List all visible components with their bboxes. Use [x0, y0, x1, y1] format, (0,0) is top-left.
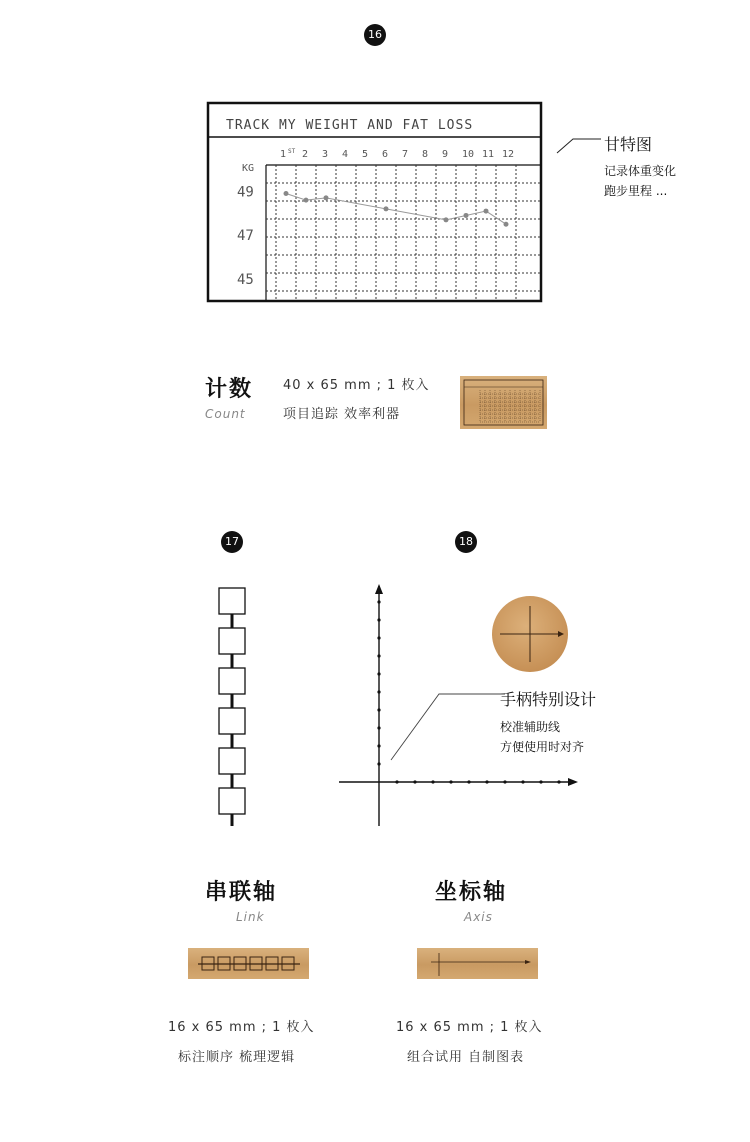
link-title-en: Link: [236, 910, 265, 924]
axis-dot: [485, 780, 488, 783]
gantt-leader-line: [555, 135, 605, 160]
gantt-note-line1: 记录体重变化: [604, 164, 677, 178]
gantt-note-line2: 跑步里程 ...: [604, 184, 668, 198]
chain-box: [219, 788, 245, 814]
axis-dot: [377, 690, 380, 693]
badge-16: 16: [364, 24, 386, 46]
axis-dot: [467, 780, 470, 783]
chain-box: [219, 708, 245, 734]
axis-spec: 16 x 65 mm ; 1 枚入: [396, 1020, 543, 1035]
axis-dot: [377, 636, 380, 639]
axis-dot: [395, 780, 398, 783]
link-stamp-photo: [188, 948, 309, 979]
data-point: [444, 217, 449, 222]
y-axis-label: KG: [242, 163, 255, 174]
chain-box: [219, 748, 245, 774]
handle-note-title: 手柄特别设计: [500, 690, 597, 709]
axis-dot: [413, 780, 416, 783]
handle-leader-line: [391, 694, 505, 760]
link-desc: 标注顺序 梳理逻辑: [178, 1050, 296, 1065]
chain-box: [219, 628, 245, 654]
data-point: [324, 195, 329, 200]
axis-dot: [557, 780, 560, 783]
data-point: [504, 222, 509, 227]
x-tick-label: 5: [362, 149, 369, 160]
y-tick-label: 47: [237, 228, 254, 245]
x-tick-label: 2: [302, 149, 309, 160]
axis-dot: [377, 618, 380, 621]
data-point: [484, 209, 489, 214]
axis-dot: [449, 780, 452, 783]
axis-dot: [539, 780, 542, 783]
data-point: [464, 213, 469, 218]
axis-dot: [521, 780, 524, 783]
handle-circle-photo: [492, 596, 568, 672]
y-tick-labels: [237, 184, 254, 288]
x-tick-label: 11: [482, 149, 495, 160]
x-tick-label: 8: [422, 149, 429, 160]
count-spec: 40 x 65 mm ; 1 枚入: [283, 378, 430, 393]
axis-dot: [377, 654, 380, 657]
axis-dot: [377, 708, 380, 711]
badge-18: 18: [455, 531, 477, 553]
axis-dot: [377, 600, 380, 603]
axis-dot: [377, 762, 380, 765]
weight-chart: [200, 95, 550, 310]
x-tick-label: 6: [382, 149, 389, 160]
axis-title: 坐标轴: [435, 880, 508, 905]
chain-box: [219, 668, 245, 694]
x-tick-label: 9: [442, 149, 449, 160]
count-title: 计数: [205, 377, 254, 402]
link-title: 串联轴: [205, 880, 278, 905]
count-desc: 项目追踪 效率利器: [283, 407, 401, 422]
y-tick-label: 45: [237, 272, 254, 289]
x-tick-suffix: ST: [288, 148, 296, 155]
axis-title-en: Axis: [464, 910, 493, 924]
x-tick-label: 3: [322, 149, 329, 160]
data-point: [284, 191, 289, 196]
x-tick-label: 12: [502, 149, 515, 160]
axis-dot: [431, 780, 434, 783]
axis-dot: [377, 726, 380, 729]
x-tick-label: 1: [280, 149, 287, 160]
handle-note-line2: 方便使用时对齐: [500, 740, 585, 754]
link-chain-illustration: [212, 582, 252, 828]
chain-box: [219, 588, 245, 614]
axis-dot: [377, 672, 380, 675]
axis-desc: 组合试用 自制图表: [407, 1050, 525, 1065]
badge-17: 17: [221, 531, 243, 553]
link-spec: 16 x 65 mm ; 1 枚入: [168, 1020, 315, 1035]
gantt-note-title: 甘特图: [604, 135, 653, 154]
data-point: [384, 206, 389, 211]
data-point: [304, 198, 309, 203]
x-tick-label: 7: [402, 149, 409, 160]
handle-note-line1: 校准辅助线: [500, 720, 561, 734]
count-title-en: Count: [205, 407, 246, 421]
count-stamp-photo: [460, 376, 547, 429]
axis-dot: [377, 744, 380, 747]
x-tick-label: 10: [462, 149, 475, 160]
axis-stamp-photo: [417, 948, 538, 979]
x-tick-label: 4: [342, 149, 349, 160]
axis-dot: [503, 780, 506, 783]
y-tick-label: 49: [237, 184, 254, 201]
chart-title: TRACK MY WEIGHT AND FAT LOSS: [226, 118, 474, 133]
